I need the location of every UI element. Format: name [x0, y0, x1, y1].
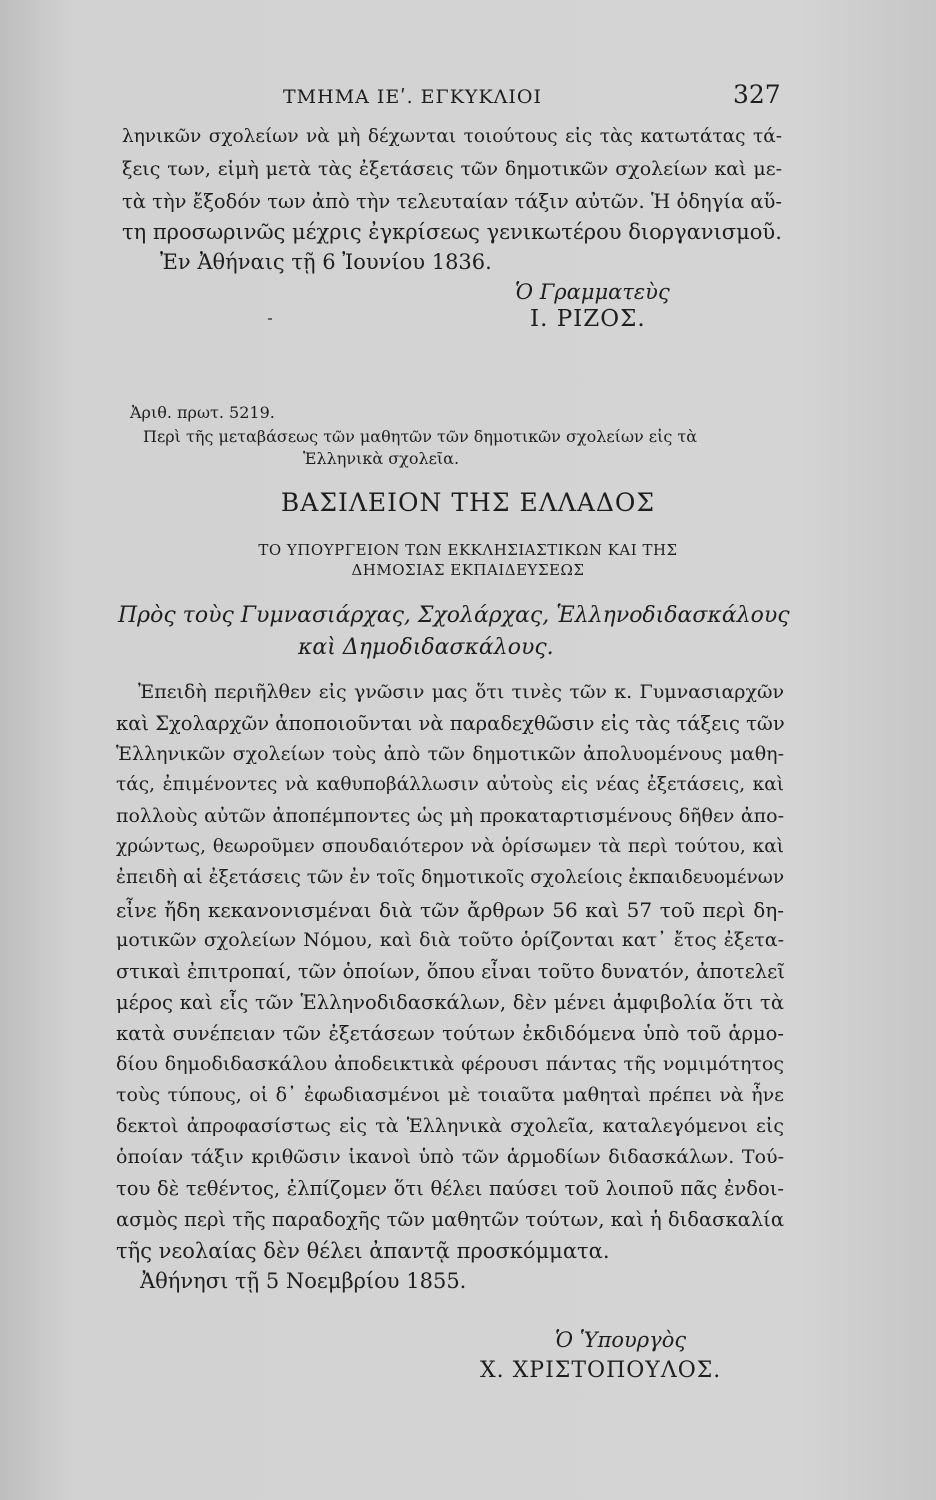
text-line: ληνικῶν σχολείων νὰ μὴ δέχωνται τοιούτους εἰς τὰς κατωτάτας τά- — [122, 126, 782, 147]
body-line: δίου δημοδιδασκάλου ἀποδεικτικὰ φέρουσι πάντας τῆς νομιμότητος — [116, 1053, 784, 1075]
body-line: καὶ Σχολαρχῶν ἀποποιοῦνται νὰ παραδεχθῶσιν εἰς τὰς τάξεις τῶν — [116, 712, 785, 735]
body-line: μέρος καὶ εἷς τῶν Ἑλληνοδιδασκάλων, δὲν μένει ἀμφιβολία ὅτι τὰ — [116, 991, 784, 1014]
signature-role: Ὁ Γραμματεὺς — [515, 280, 670, 304]
body-line: πολλοὺς αὐτῶν ἀποπέμποντες ὡς μὴ προκαταρτισμένους δῆθεν ἀπο- — [116, 805, 784, 827]
body-line: ἐπειδὴ αἱ ἐξετάσεις τῶν ἐν τοῖς δημοτικοῖς σχολείοις ἐκπαιδευομένων — [116, 867, 785, 888]
page-number: 327 — [733, 80, 781, 109]
body-line: εἶνε ἤδη κεκανονισμέναι διὰ τῶν ἄρθρων 56 καὶ 57 τοῦ περὶ δη- — [116, 898, 784, 922]
signature-name: Χ. ΧΡΙΣΤΟΠΟΥΛΟΣ. — [480, 1358, 722, 1383]
letter-date: Ἐν Ἀθήναις τῇ 6 Ἰουνίου 1836. — [160, 250, 492, 274]
body-line: ὁποίαν τάξιν κριθῶσιν ἱκανοὶ ὑπὸ τῶν ἁρμοδίων διδασκάλων. Τού- — [116, 1146, 784, 1168]
subject-line: Περὶ τῆς μεταβάσεως τῶν μαθητῶν τῶν δημοτικῶν σχολείων εἰς τὰ — [143, 427, 698, 446]
body-line: χρώντως, θεωροῦμεν σπουδαιότερον νὰ ὁρίσωμεν τὰ περὶ τούτου, καὶ — [116, 836, 784, 857]
body-line: δεκτοὶ ἀπροφασίστως εἰς τὰ Ἑλληνικὰ σχολεῖα, καταλεγόμενοι εἰς — [116, 1115, 784, 1137]
kingdom-heading: ΒΑΣΙΛΕΙΟΝ ΤΗΣ ΕΛΛΑΔΟΣ — [280, 488, 656, 517]
text-line: τη προσωρινῶς μέχρις ἐγκρίσεως γενικωτέρου διοργανισμοῦ. — [122, 220, 782, 244]
ink-mark — [268, 318, 272, 320]
body-line: ασμὸς περὶ τῆς παραδοχῆς τῶν μαθητῶν τούτων, καὶ ἡ διδασκαλία — [116, 1208, 784, 1231]
reference-number: Ἀριθ. πρωτ. 5219. — [130, 403, 275, 422]
signature-name: Ι. ΡΙΖΟΣ. — [530, 306, 646, 332]
body-line: κατὰ συνέπειαν τῶν ἐξετάσεων τούτων ἐκδιδόμενα ὑπὸ τοῦ ἁρμο- — [116, 1022, 784, 1045]
body-line: στικαὶ ἐπιτροπαί, τῶν ὁποίων, ὅπου εἶναι τοῦτο δυνατόν, ἀποτελεῖ — [116, 960, 785, 983]
body-line: τῆς νεολαίας δὲν θέλει ἀπαντᾷ προσκόμματα. — [116, 1239, 610, 1263]
decree-date: Ἀθήνησι τῇ 5 Νοεμβρίου 1855. — [140, 1269, 467, 1293]
body-line: τάς, ἐπιμένοντες νὰ καθυποβάλλωσιν αὐτοὺς εἰς νέας ἐξετάσεις, καὶ — [116, 774, 784, 795]
body-line: τοὺς τύπους, οἱ δ᾽ ἐφωδιασμένοι μὲ τοιαῦτα μαθηταὶ πρέπει νὰ ἦνε — [116, 1084, 784, 1106]
subject-line: Ἑλληνικὰ σχολεῖα. — [303, 449, 460, 468]
body-line: μοτικῶν σχολείων Νόμου, καὶ διὰ τοῦτο ὁρίζονται κατ᾽ ἔτος ἐξετα- — [116, 929, 784, 951]
body-line: του δὲ τεθέντος, ἐλπίζομεν ὅτι θέλει παύσει τοῦ λοιποῦ πᾶς ἐνδοι- — [116, 1177, 784, 1200]
text-line: τὰ τὴν ἔξοδόν των ἀπὸ τὴν τελευταίαν τάξιν αὐτῶν. Ἡ ὁδηγία αὕ- — [122, 190, 782, 213]
body-line: Ἑλληνικῶν σχολείων τοὺς ἀπὸ τῶν δημοτικῶν ἀπολυομένους μαθη- — [116, 743, 784, 765]
ministry-heading: ΤΟ ΥΠΟΥΡΓΕΙΟΝ ΤΩΝ ΕΚΚΛΗΣΙΑΣΤΙΚΩΝ ΚΑΙ ΤΗΣ — [258, 541, 678, 559]
addressee-line: καὶ Δημοδιδασκάλους. — [298, 635, 554, 660]
signature-role: Ὁ Ὑπουργὸς — [555, 1328, 687, 1352]
ministry-heading: ΔΗΜΟΣΙΑΣ ΕΚΠΑΙΔΕΥΣΕΩΣ — [351, 561, 585, 579]
running-head — [0, 80, 936, 116]
addressee-line: Πρὸς τοὺς Γυμνασιάρχας, Σχολάρχας, Ἑλληνοδιδασκάλους — [118, 603, 790, 628]
section-title: ΤΜΗΜΑ ΙΕʹ. ΕΓΚΥΚΛΙΟΙ — [283, 86, 542, 108]
text-line: ξεις των, εἰμὴ μετὰ τὰς ἐξετάσεις τῶν δημοτικῶν σχολείων καὶ με- — [122, 158, 782, 180]
body-line: Ἐπειδὴ περιῆλθεν εἰς γνῶσιν μας ὅτι τινὲς τῶν κ. Γυμνασιαρχῶν — [138, 681, 784, 703]
